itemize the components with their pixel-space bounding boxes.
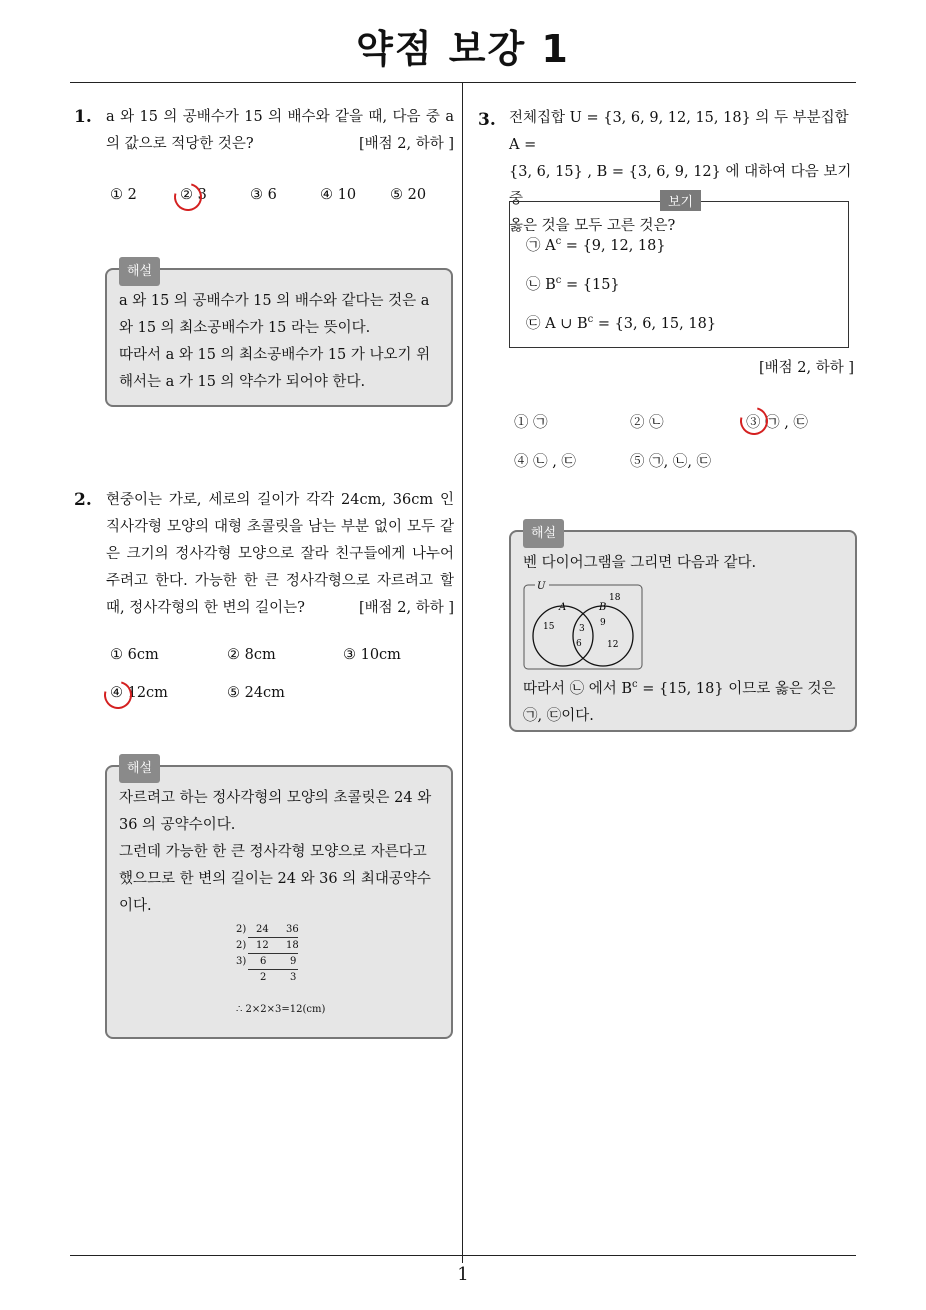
q1-choice-1[interactable]: ① 2 xyxy=(110,187,137,203)
bogi-item-1 xyxy=(526,234,666,255)
q3-exp-line: ㉠, ㉢이다. xyxy=(523,707,594,724)
q3-bogi-tag: 보기 xyxy=(660,190,701,211)
venn-both-top: 3 xyxy=(579,624,585,634)
division-right: 3 xyxy=(290,972,297,983)
q3-exp-intro: 벤 다이어그램을 그리면 다음과 같다. xyxy=(523,555,757,571)
venn-set-b-label: B xyxy=(599,602,607,613)
q3-exp-line xyxy=(523,671,843,703)
division-divisor: 2) xyxy=(236,924,247,935)
q3-exp-text: 따라서 ㉡ 에서 B xyxy=(523,680,633,697)
division-left: 2 xyxy=(260,972,267,983)
q2-exp-line: 36 의 공약수이다. xyxy=(119,817,236,833)
q2-number: 2. xyxy=(74,490,92,510)
q1-score-row xyxy=(106,131,454,158)
division-right: 9 xyxy=(290,956,297,967)
q3-answer-mark xyxy=(735,402,773,440)
column-divider xyxy=(462,83,463,1263)
division-divisor: 3) xyxy=(236,956,247,967)
q1-explanation xyxy=(105,264,453,407)
division-left: 24 xyxy=(256,924,269,935)
bogi-item-lhs: ㉠ A xyxy=(526,238,556,254)
q3-score: [배점 2, 하하 ] xyxy=(758,360,854,376)
q2-choice-5[interactable]: ⑤ 24cm xyxy=(227,685,285,701)
bogi-item-3 xyxy=(526,312,716,333)
q2-score: [배점 2, 하하 ] xyxy=(358,600,454,616)
q2-score-row xyxy=(106,595,454,622)
q2-choice-1[interactable]: ① 6cm xyxy=(110,647,159,663)
q2-exp-line: 했으므로 한 변의 길이는 24 와 36 의 최대공약수 xyxy=(119,871,431,887)
q3-text-line: 전체집합 U = {3, 6, 9, 12, 15, 18} 의 두 부분집합 A = xyxy=(509,110,849,153)
venn-set-a-label: A xyxy=(559,602,567,613)
q3-bogi-box xyxy=(509,195,849,348)
top-rule xyxy=(70,82,856,83)
q2-exp-line: 이다. xyxy=(119,898,152,914)
q1-exp-line: 따라서 a 와 15 의 최소공배수가 15 가 나오기 위 xyxy=(119,347,431,363)
q3-choice-1[interactable]: ① ㉠ xyxy=(514,415,548,431)
venn-only-b-top: 9 xyxy=(600,618,606,628)
q3-explanation xyxy=(509,526,857,732)
q1-text: a 와 15 의 공배수가 15 의 배수와 같을 때, 다음 중 a 의 값으로 적당한 것은? xyxy=(106,109,454,152)
q1-answer-mark xyxy=(169,178,207,216)
bogi-item-lhs: ㉢ A ∪ B xyxy=(526,316,588,332)
q3-choice-3[interactable]: ③ ㉠ , ㉢ xyxy=(746,415,808,431)
q1-number: 1. xyxy=(74,107,92,127)
venn-both-bottom: 6 xyxy=(576,639,582,649)
q1-exp-line: a 와 15 의 공배수가 15 의 배수와 같다는 것은 a xyxy=(119,293,430,309)
q3-text-line: 옳은 것을 모두 고른 것은? xyxy=(509,218,676,234)
division-row xyxy=(236,922,306,937)
q2-exp-line: 그런데 가능한 한 큰 정사각형 모양으로 자른다고 xyxy=(119,844,427,860)
q3-explanation-tag: 해설 xyxy=(523,519,564,548)
venn-diagram xyxy=(523,579,645,671)
q2-exp-line: 자르려고 하는 정사각형의 모양의 초콜릿은 24 와 xyxy=(119,790,432,806)
q1-choice-2[interactable]: ② 3 xyxy=(180,187,207,203)
q2-choice-2[interactable]: ② 8cm xyxy=(227,647,276,663)
venn-only-b-bottom: 12 xyxy=(607,640,619,650)
bottom-rule xyxy=(70,1255,856,1256)
q1-score: [배점 2, 하하 ] xyxy=(358,136,454,152)
division-row xyxy=(236,937,299,953)
q1-exp-line: 와 15 의 최소공배수가 15 라는 뜻이다. xyxy=(119,320,371,336)
bogi-item-lhs: ㉡ B xyxy=(526,277,556,293)
division-left: 6 xyxy=(260,956,267,967)
division-right: 18 xyxy=(286,940,299,951)
q3-choice-5[interactable]: ⑤ ㉠, ㉡, ㉢ xyxy=(630,454,712,470)
q2-explanation xyxy=(105,761,453,1039)
q3-exp-text: = {15, 18} 이므로 옳은 것은 xyxy=(637,680,836,697)
q3-exp-sup: c xyxy=(632,679,638,690)
bogi-item-sup: c xyxy=(587,314,594,326)
bogi-item-rhs: = {3, 6, 15, 18} xyxy=(593,316,717,332)
q1-choice-4[interactable]: ④ 10 xyxy=(320,187,357,203)
q3-score-row xyxy=(509,355,854,382)
page-number: 1 xyxy=(457,1264,469,1285)
bogi-item-sup: c xyxy=(555,275,562,287)
q2-text: 현중이는 가로, 세로의 길이가 각각 24cm, 36cm 인 직사각형 모양의 대형 초콜릿을 남는 부분 없이 모두 같은 크기의 정사각형 모양으로 잘라 친구들에게 나누어 주려고 한다. 가능한 한 큰 정사각형으로 자르려고 할 때, 정사각형의 한 변의 길이는? xyxy=(106,492,454,616)
division-left: 12 xyxy=(256,940,269,951)
q3-choice-2[interactable]: ② ㉡ xyxy=(630,415,664,431)
q1-explanation-tag: 해설 xyxy=(119,257,160,286)
q2-answer-mark xyxy=(99,676,137,714)
division-row xyxy=(236,953,298,969)
division-divisor: 2) xyxy=(236,940,247,951)
bogi-item-rhs: = {9, 12, 18} xyxy=(561,238,666,254)
page-title: 약점 보강 1 xyxy=(356,27,570,71)
q3-number: 3. xyxy=(478,110,496,130)
bogi-item-sup: c xyxy=(555,236,562,248)
q2-choice-4[interactable]: ④ 12cm xyxy=(110,685,168,701)
venn-only-a: 15 xyxy=(543,622,555,632)
q1-exp-line: 해서는 a 가 15 의 약수가 되어야 한다. xyxy=(119,374,366,390)
bogi-item-rhs: = {15} xyxy=(561,277,620,293)
q3-choice-4[interactable]: ④ ㉡ , ㉢ xyxy=(514,454,576,470)
q2-division-table xyxy=(236,922,306,985)
q2-division-result: ∴ 2×2×3=12(cm) xyxy=(236,1004,326,1015)
venn-universe-label: U xyxy=(537,581,546,592)
division-right: 36 xyxy=(286,924,299,935)
q1-choice-3[interactable]: ③ 6 xyxy=(250,187,277,203)
q2-explanation-tag: 해설 xyxy=(119,754,160,783)
q2-choice-3[interactable]: ③ 10cm xyxy=(343,647,401,663)
division-row xyxy=(248,969,298,985)
bogi-item-2 xyxy=(526,273,620,294)
q3-text-line: {3, 6, 15} , B = {3, 6, 9, 12} 에 대하여 다음 보기 중 xyxy=(509,164,852,207)
venn-outside-value: 18 xyxy=(609,593,621,603)
q1-choice-5[interactable]: ⑤ 20 xyxy=(390,187,427,203)
